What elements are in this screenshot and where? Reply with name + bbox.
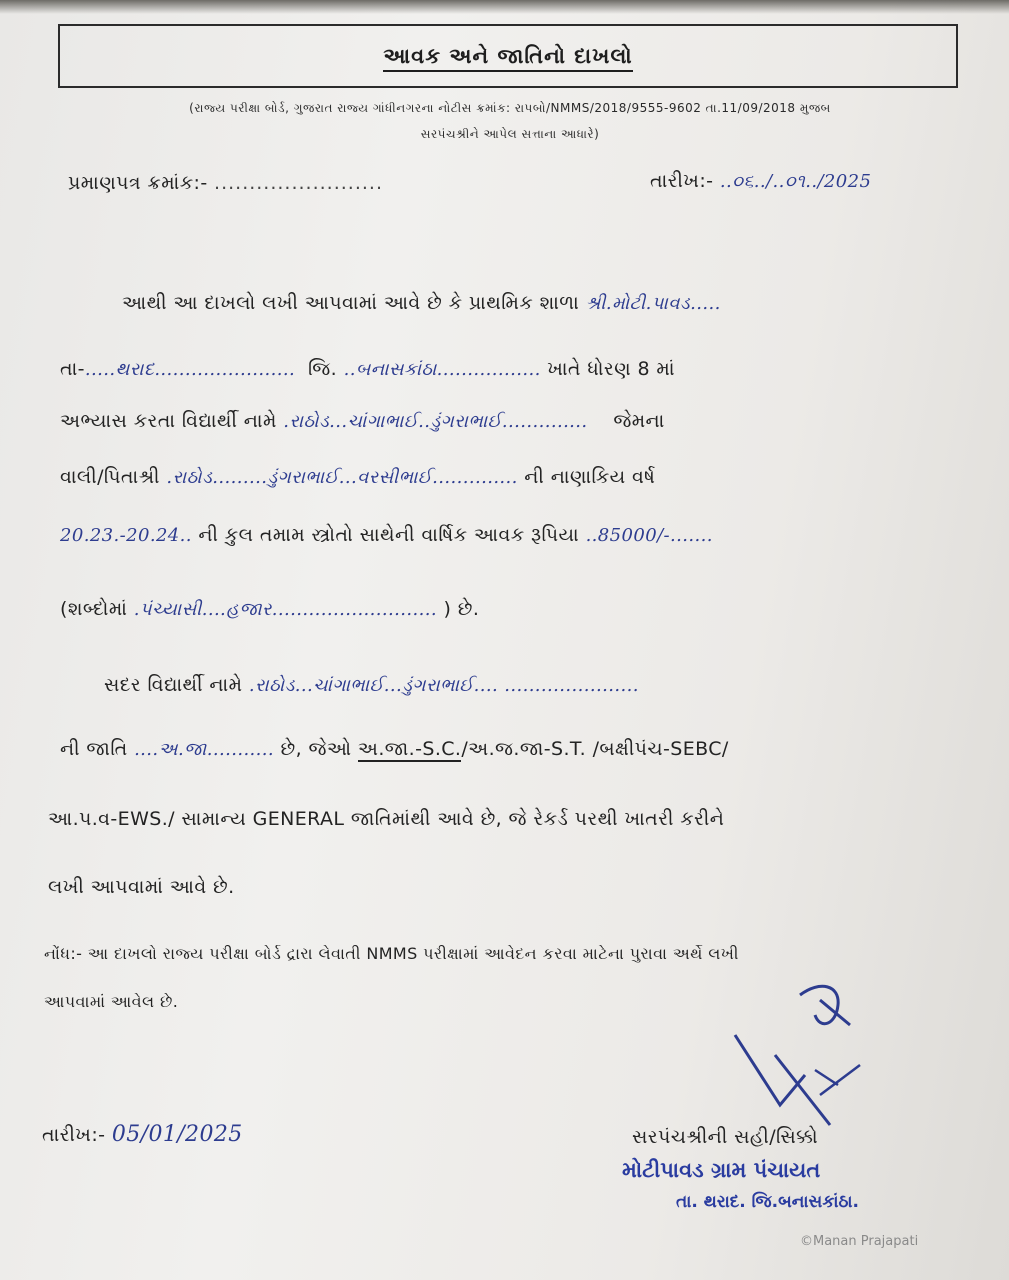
guardian-name: .રાઠોડ.........ડુંગરાભાઈ...વરસીભાઈ.............. [166, 467, 518, 488]
subtitle-notice: (રાજ્ય પરીક્ષા બોર્ડ, ગુજરાત રાજ્ય ગાંધીનગરના નોટીસ ક્રમાંક: રાપબો/NMMS/2018/9555-9602 તા.11/09/2018 મુજબ [189, 101, 831, 115]
note-line2: આપવામાં આવેલ છે. [44, 992, 179, 1011]
para2-intro: સદર વિદ્યાર્થી નામે [104, 674, 243, 696]
taluka-value: .....થરાદ....................... [84, 359, 296, 380]
para2-line4: લખી આપવામાં આવે છે. [48, 876, 235, 898]
cert-no-value: ........................ [214, 172, 383, 194]
words-value: .પંચ્યાસી....હજાર........................... [133, 599, 438, 620]
jemna-text: જેમના [613, 410, 665, 432]
para1-line6 [60, 598, 479, 620]
watermark: ©Manan Prajapati [800, 1234, 919, 1249]
year-text: ની નાણાકિય વર્ષ [524, 466, 656, 488]
stamp-line-1: મોટીપાવડ ગ્રામ પંચાયત [622, 1158, 821, 1182]
date-value: ..૦૬../..૦૧../2025 [719, 171, 872, 192]
cert-no-label: પ્રમાણપત્ર ક્રમાંક:- [68, 172, 208, 194]
para2-line3: આ.પ.વ-EWS./ સામાન્ય GENERAL જાતિમાંથી આવે છે, જે રેકર્ડ પરથી ખાતરી કરીને [48, 808, 725, 830]
cert-no-row [68, 172, 383, 194]
subtitle-authority: સરપંચશ્રીને આપેલ સત્તાના આધારે) [420, 127, 600, 141]
caste-sc: અ.જા.-S.C. [357, 738, 462, 760]
title-box [58, 24, 958, 88]
caste-st: /અ.જ.જા-S.T. [461, 738, 587, 760]
caste-value: ....અ.જા........... [134, 739, 275, 760]
date-label: તારીખ:- [650, 170, 714, 192]
para1-intro: આથી આ દાખલો લખી આપવામાં આવે છે કે પ્રાથમિક શાળા [122, 292, 580, 314]
note-line1: નોંધ:- આ દાખલો રાજ્ય પરીક્ષા બોર્ડ દ્રારા લેવાતી NMMS પરીક્ષામાં આવેદન કરવા માટેના પુરાવા અર્થે લખી [44, 944, 739, 963]
bottom-date-value: 05/01/2025 [111, 1122, 243, 1147]
guardian-label: વાલી/પિતાશ્રી [60, 466, 160, 488]
caste-label: ની જાતિ [60, 738, 128, 760]
year-value: 20.23.-20.24.. [60, 525, 192, 546]
para1-line3 [60, 410, 665, 432]
bottom-date-row [42, 1122, 243, 1147]
income-value: ..85000/-....... [585, 525, 713, 546]
student-name: .રાઠોડ...ચાંગાભાઈ..ડુંગરાભાઈ.............. [283, 411, 588, 432]
district-value: ..બનાસકાંઠા................. [343, 359, 541, 380]
bottom-date-label: તારીખ:- [42, 1124, 106, 1146]
income-text: ની કુલ તમામ સ્ત્રોતો સાથેની વાર્ષિક આવક રૂપિયા [198, 524, 580, 546]
district-label: જિ. [308, 358, 338, 380]
para1-line5 [60, 524, 713, 546]
para1-line4 [60, 466, 655, 488]
student-label: અભ્યાસ કરતા વિદ્યાર્થી નામે [60, 410, 277, 432]
words-label: (શબ્દોમાં [60, 598, 128, 620]
page-edge-shadow [0, 0, 1009, 14]
standard-text: ખાતે ધોરણ 8 માં [547, 358, 675, 380]
school-name: શ્રી.મોટી.પાવડ..... [585, 293, 721, 314]
para1-line2 [60, 358, 675, 380]
document-title: આવક અને જાતિનો દાખલો [60, 44, 956, 69]
signature [720, 975, 900, 1145]
para2-line1 [104, 674, 639, 696]
date-row [650, 170, 871, 192]
sign-label: સરપંચશ્રીની સહી/સિક્કો [632, 1126, 818, 1148]
para2-line2 [60, 738, 729, 760]
caste-sebc: /બક્ષીપંચ-SEBC/ [592, 738, 729, 760]
taluka-label: તા- [60, 358, 85, 380]
para1-line1 [122, 292, 721, 314]
words-end: ) છે. [443, 598, 480, 620]
caste-mid: છે, જેઓ [280, 738, 352, 760]
para2-student-name: .રાઠોડ...ચાંગાભાઈ...ડુંગરાભાઈ.... ...................... [248, 675, 639, 696]
stamp-line-2: તા. થરાદ. જિ.બનાસકાંઠા. [676, 1192, 860, 1212]
